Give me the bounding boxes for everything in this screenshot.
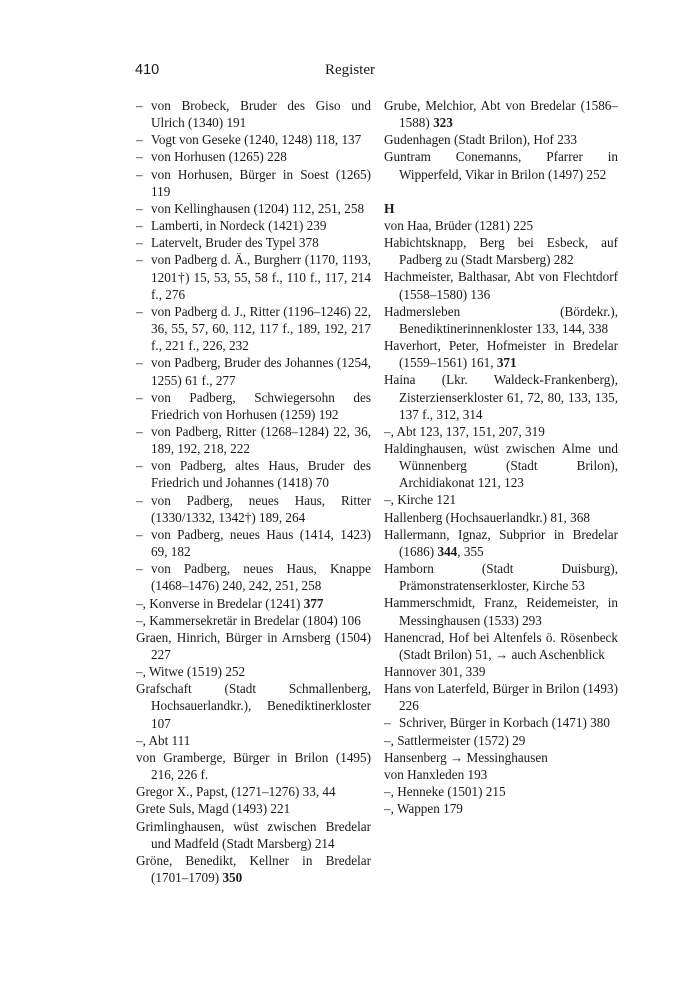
entry-text: Hansenberg → Messinghausen (384, 749, 548, 765)
index-column-right (384, 97, 618, 817)
subentry-dash: – (136, 98, 143, 113)
index-entry (384, 131, 618, 148)
index-entry (136, 749, 371, 783)
index-subentry (136, 166, 371, 200)
index-subentry (384, 714, 618, 731)
entry-text: Vogt von Geseke (1240, 1248) 118, 137 (151, 132, 362, 148)
entry-text: Gröne, Benedikt, Kellner in Bredelar (1701–1709) (136, 852, 371, 886)
index-subentry (136, 612, 371, 629)
entry-text: –, Wappen 179 (384, 801, 463, 817)
index-subentry (136, 217, 371, 234)
entry-text: Lamberti, in Nordeck (1421) 239 (151, 218, 327, 234)
entry-text: –, Kammersekretär in Bredelar (1804) 106 (136, 612, 361, 628)
subentry-dash: – (136, 132, 143, 148)
main-reference: 377 (303, 595, 324, 611)
entry-text: von Horhusen (1265) 228 (151, 149, 287, 165)
entry-text: Grimlinghausen, wüst zwischen Bredelar und Madfeld (Stadt Marsberg) 214 (136, 818, 371, 851)
entry-text: Guntram Conemanns, Pfarrer in Wipperfeld, Vikar in Brilon (1497) 252 (384, 149, 618, 182)
entry-text: von Kellinghausen (1204) 112, 251, 258 (151, 200, 365, 216)
entry-text: –, Abt 111 (136, 732, 191, 748)
subentry-dash: – (136, 218, 143, 234)
index-entry (136, 852, 371, 886)
index-subentry (136, 354, 371, 388)
index-entry (384, 749, 618, 766)
index-subentry (136, 303, 371, 354)
entry-text: Schriver, Bürger in Korbach (1471) 380 (399, 715, 610, 731)
subentry-dash: – (136, 389, 143, 405)
index-subentry (136, 200, 371, 217)
subentry-dash: – (136, 526, 143, 542)
running-head: Register (325, 62, 375, 78)
entry-text: von Padberg, Schwiegersohn des Friedrich von Horhusen (1259) 192 (151, 389, 371, 422)
entry-text: Haverhort, Peter, Hofmeister in Bredelar (1559–1561) 161, (384, 338, 618, 371)
index-subentry (384, 423, 618, 440)
index-entry (384, 680, 618, 714)
index-subentry (136, 389, 371, 423)
subentry-dash: – (136, 303, 143, 319)
section-gap (384, 183, 618, 200)
index-entry (384, 509, 618, 526)
index-subentry (136, 97, 371, 131)
entry-text: Hamborn (Stadt Duisburg), Prämonstratenserkloster, Kirche 53 (384, 561, 618, 594)
index-entry (384, 303, 618, 337)
entry-text: Gregor X., Papst, (1271–1276) 33, 44 (136, 784, 336, 800)
index-subentry (136, 148, 371, 165)
subentry-dash: – (136, 200, 143, 216)
entry-text: Hammerschmidt, Franz, Reidemeister, in Messinghausen (1533) 293 (384, 595, 618, 628)
entry-text: von Padberg d. Ä., Burgherr (1170, 1193, 1201†) 15, 53, 55, 58 f., 110 f., 117, 214 f., 276 (151, 252, 371, 302)
index-subentry (384, 783, 618, 800)
entry-text: Latervelt, Bruder des Typel 378 (151, 235, 319, 251)
entry-text: von Brobeck, Bruder des Giso und Ulrich (1340) 191 (151, 98, 371, 131)
index-entry (384, 560, 618, 594)
entry-text: –, Witwe (1519) 252 (136, 664, 246, 680)
entry-text: Grafschaft (Stadt Schmallenberg, Hochsauerlandkr.), Benediktinerkloster 107 (136, 681, 371, 731)
entry-text: Gudenhagen (Stadt Brilon), Hof 233 (384, 132, 578, 148)
index-entry (384, 234, 618, 268)
index-entry (136, 680, 371, 731)
entry-text: Hadmersleben (Bördekr.), Benediktinerinnenkloster 133, 144, 338 (384, 303, 618, 336)
entry-text: –, Henneke (1501) 215 (384, 784, 506, 800)
entry-text: von Horhusen, Bürger in Soest (1265) 119 (151, 166, 371, 199)
entry-text: –, Sattlermeister (1572) 29 (384, 732, 526, 748)
index-entry (384, 337, 618, 371)
index-entry (136, 800, 371, 817)
index-entry (384, 268, 618, 302)
subentry-dash: – (136, 252, 143, 268)
entry-text: von Padberg, Ritter (1268–1284) 22, 36, 189, 192, 218, 222 (151, 423, 371, 457)
entry-text: von Hanxleden 193 (384, 766, 488, 782)
index-subentry (384, 732, 618, 749)
page-number: 410 (135, 62, 160, 78)
page-header (0, 62, 700, 82)
entry-text: von Padberg, neues Haus (1414, 1423) 69, 182 (151, 526, 371, 560)
section-letter: H (384, 200, 395, 216)
index-entry (384, 217, 618, 234)
entry-text: Grube, Melchior, Abt von Bredelar (1586–1588) (384, 98, 618, 131)
entry-text: Hans von Laterfeld, Bürger in Brilon (1493) 226 (384, 681, 618, 714)
entry-text: von Padberg, neues Haus, Ritter (1330/1332, 1342†) 189, 264 (151, 492, 371, 525)
index-subentry (136, 492, 371, 526)
index-entry (384, 594, 618, 628)
index-entry (384, 97, 618, 131)
entry-text: Haina (Lkr. Waldeck-Frankenberg), Zisterzienserkloster 61, 72, 80, 133, 135, 137 f., 312, 314 (384, 372, 618, 422)
subentry-dash: – (384, 715, 391, 731)
index-entry (384, 440, 618, 491)
entry-text: Hallenberg (Hochsauerlandkr.) 81, 368 (384, 509, 590, 525)
index-column-left (136, 97, 371, 886)
index-subentry (136, 423, 371, 457)
index-entry (384, 629, 618, 663)
entry-text: von Haa, Brüder (1281) 225 (384, 217, 534, 233)
index-subentry (136, 457, 371, 491)
entry-text: von Padberg, neues Haus, Knappe (1468–1476) 240, 242, 251, 258 (151, 561, 371, 594)
index-entry (136, 783, 371, 800)
index-subentry (136, 595, 371, 612)
entry-text: Hallermann, Ignaz, Subprior in Bredelar (1686) (384, 526, 618, 559)
subentry-dash: – (136, 561, 143, 577)
main-reference: 371 (496, 355, 517, 371)
index-subentry (384, 800, 618, 817)
entry-text: Hannover 301, 339 (384, 664, 486, 679)
main-reference: 344 (437, 543, 458, 559)
index-subentry (136, 234, 371, 251)
index-subentry (136, 251, 371, 302)
index-entry (384, 371, 618, 422)
index-entry (136, 629, 371, 663)
entry-text: Grete Suls, Magd (1493) 221 (136, 801, 291, 817)
subentry-dash: – (136, 492, 143, 508)
index-entry (384, 526, 618, 560)
index-entry (136, 818, 371, 852)
index-subentry (136, 663, 371, 680)
entry-text-tail: , 355 (457, 543, 484, 559)
entry-text: –, Konverse in Bredelar (1241) (136, 595, 304, 611)
index-subentry (136, 732, 371, 749)
entry-text: –, Abt 123, 137, 151, 207, 319 (384, 423, 545, 439)
entry-text: von Padberg, Bruder des Johannes (1254, 1255) 61 f., 277 (151, 355, 371, 388)
subentry-dash: – (136, 423, 143, 439)
entry-text: von Gramberge, Bürger in Brilon (1495) 216, 226 f. (136, 749, 371, 783)
entry-text: Hachmeister, Balthasar, Abt von Flechtdorf (1558–1580) 136 (384, 269, 618, 302)
entry-text: Graen, Hinrich, Bürger in Arnsberg (1504) 227 (136, 629, 371, 662)
entry-text: von Padberg d. J., Ritter (1196–1246) 22, 36, 55, 57, 60, 112, 117 f., 189, 192, 217 f., 221 f., 226, 232 (151, 303, 371, 354)
entry-text: Hanencrad, Hof bei Altenfels ö. Rösenbeck (Stadt Brilon) 51, → auch Aschenblick (384, 629, 618, 662)
index-entry (384, 663, 618, 680)
entry-text: von Padberg, altes Haus, Bruder des Friedrich und Johannes (1418) 70 (151, 458, 371, 491)
subentry-dash: – (136, 149, 143, 165)
subentry-dash: – (136, 458, 143, 474)
index-subentry (136, 560, 371, 594)
index-entry (384, 766, 618, 783)
subentry-dash: – (136, 166, 143, 182)
index-subentry (136, 526, 371, 560)
index-subentry (136, 131, 371, 148)
subentry-dash: – (136, 355, 143, 371)
entry-text: Habichtsknapp, Berg bei Esbeck, auf Padberg zu (Stadt Marsberg) 282 (384, 235, 618, 268)
subentry-dash: – (136, 235, 143, 251)
index-subentry (384, 491, 618, 508)
index-entry (384, 148, 618, 182)
main-reference: 323 (433, 115, 453, 131)
entry-text: Haldinghausen, wüst zwischen Alme und Wünnenberg (Stadt Brilon), Archidiakonat 121, 123 (384, 440, 618, 491)
main-reference: 350 (222, 870, 243, 886)
entry-text: –, Kirche 121 (384, 492, 457, 508)
